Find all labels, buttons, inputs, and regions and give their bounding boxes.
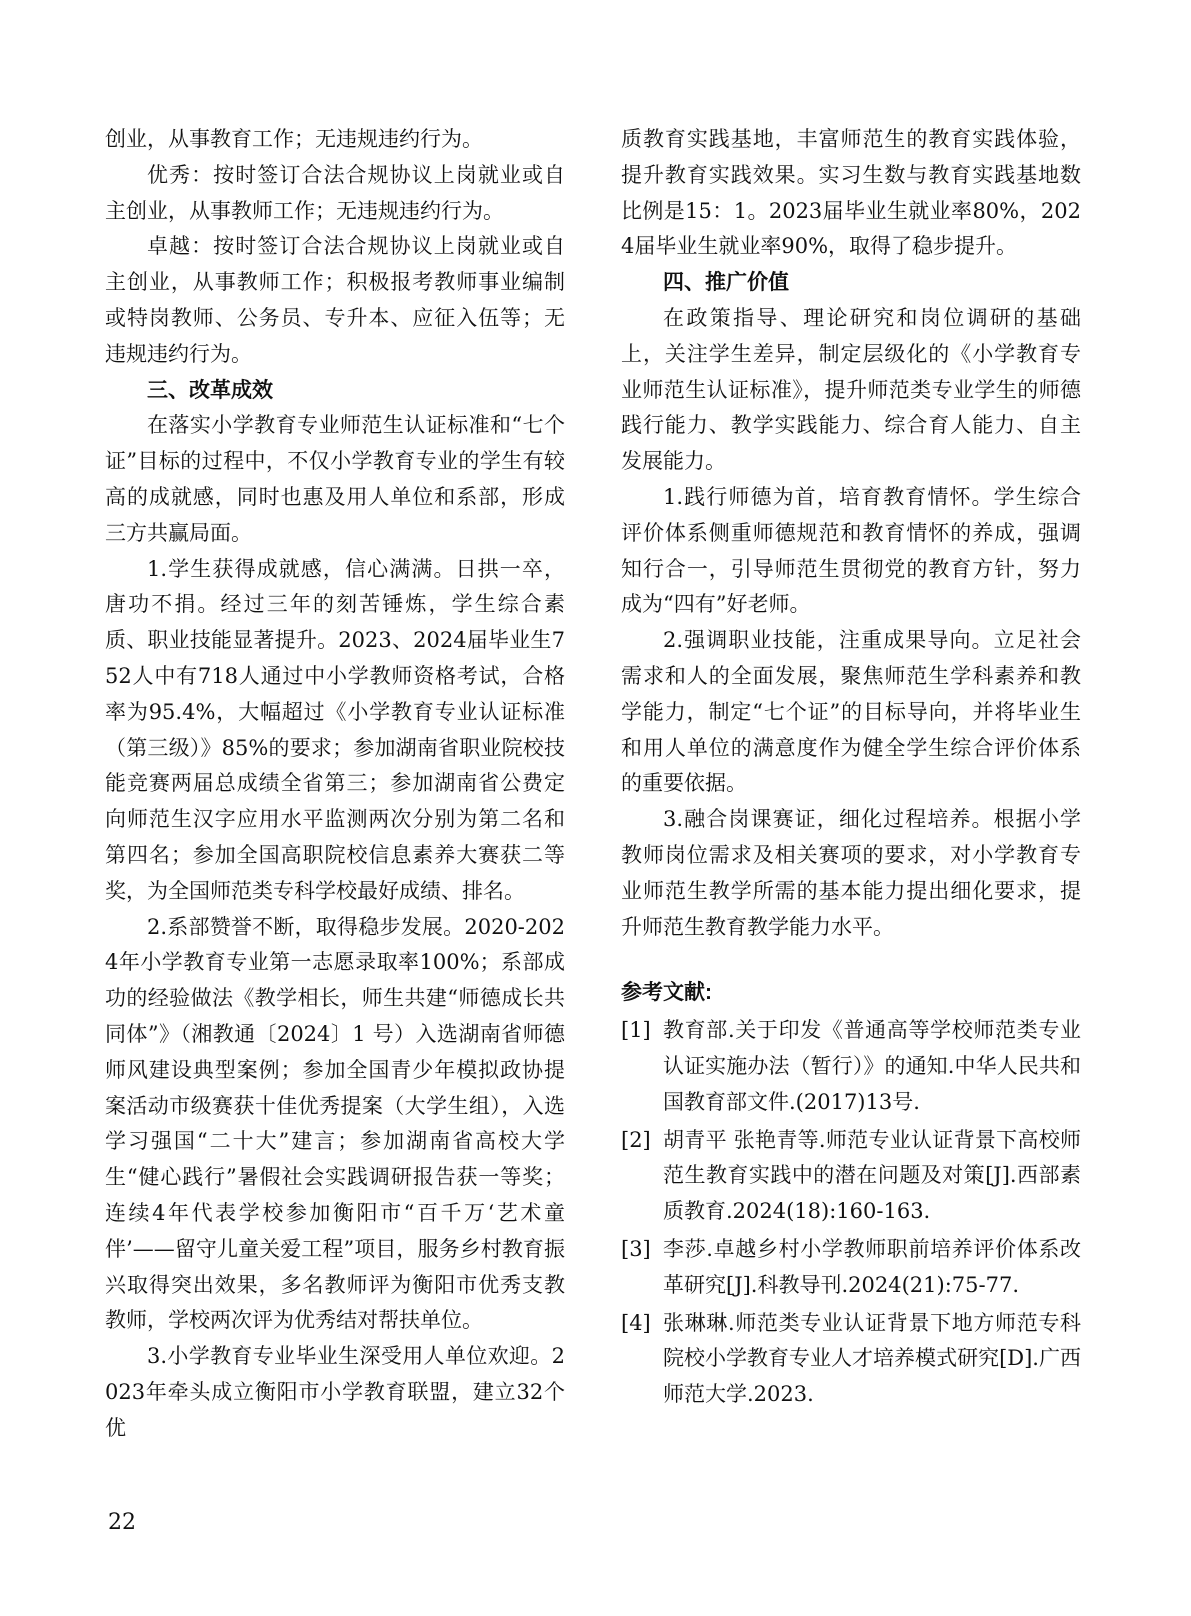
- reference-item: [621, 1306, 1081, 1413]
- right-column: [621, 122, 1081, 1446]
- paragraph-youxiu-criteria: 优秀：按时签订合法合规协议上岗就业或自主创业，从事教师工作；无违规违约行为。: [105, 162, 565, 223]
- paragraph-student-achievement: 1.学生获得成就感，信心满满。日拱一卒，唐功不捐。经过三年的刻苦锤炼，学生综合素质、职业技能显著提升。2023、2024届毕业生752人中有718人通过中小学教师资格考试，合格率为95.4%，大幅超过《小学教育专业认证标准（第三级）》85%的要求；参加湖南省职业院校技能竞赛两届总成绩全省第三；参加湖南省公费定向师范生汉字应用水平监测两次分别为第二名和第四名；参加全国高职院校信息素养大赛获二等奖，为全国师范类专科学校最好成绩、排名。: [105, 556, 565, 903]
- reference-item: [621, 1232, 1081, 1304]
- reference-marker: [2]: [621, 1127, 651, 1152]
- reference-text: 教育部.关于印发《普通高等学校师范类专业认证实施办法（暂行）》的通知.中华人民共和国教育部文件.(2017)13号.: [663, 1018, 1081, 1114]
- paragraph-promotion-intro: 在政策指导、理论研究和岗位调研的基础上，关注学生差异，制定层级化的《小学教育专业师范生认证标准》，提升师范类专业学生的师德践行能力、教学实践能力、综合育人能力、自主发展能力。: [621, 305, 1081, 474]
- two-column-layout: [105, 122, 1081, 1446]
- page-number: 22: [108, 1510, 136, 1535]
- paragraph-zhuoyue-criteria: 卓越：按时签订合法合规协议上岗就业或自主创业，从事教师工作；积极报考教师事业编制或特岗教师、公务员、专升本、应征入伍等；无违规违约行为。: [105, 234, 565, 366]
- paragraph-vocational-skills: 2.强调职业技能，注重成果导向。立足社会需求和人的全面发展，聚焦师范生学科素养和教学能力，制定“七个证”的目标导向，并将毕业生和用人单位的满意度作为健全学生综合评价体系的重要依据。: [621, 628, 1081, 796]
- reference-marker: [1]: [621, 1018, 651, 1043]
- reference-text: 张琳琳.师范类专业认证背景下地方师范专科院校小学教育专业人才培养模式研究[D].广西师范大学.2023.: [663, 1310, 1081, 1407]
- section-heading-reform-results: 三、改革成效: [147, 378, 273, 402]
- left-column: [105, 122, 565, 1446]
- paragraph-post-course-competition: 3.融合岗课赛证，细化过程培养。根据小学教师岗位需求及相关赛项的要求，对小学教育专业师范生教学所需的基本能力提出细化要求，提升师范生教育教学能力水平。: [621, 807, 1081, 939]
- paragraph-teacher-ethics: 1.践行师德为首，培育教育情怀。学生综合评价体系侧重师德规范和教育情怀的养成，强调知行合一，引导师范生贯彻党的教育方针，努力成为“四有”好老师。: [621, 484, 1081, 617]
- reference-item: [621, 1123, 1081, 1230]
- reference-marker: [3]: [621, 1236, 651, 1261]
- references-heading: 参考文献:: [621, 981, 712, 1005]
- paragraph-continuation: 质教育实践基地，丰富师范生的教育实践体验，提升教育实践效果。实习生数与教育实践基地数比例是15：1。2023届毕业生就业率80%，2024届毕业生就业率90%，取得了稳步提升。: [621, 127, 1081, 259]
- reference-marker: [4]: [621, 1310, 651, 1335]
- paragraph-continuation: 创业，从事教育工作；无违规违约行为。: [105, 127, 483, 151]
- paragraph-reform-intro: 在落实小学教育专业师范生认证标准和“七个证”目标的过程中，不仅小学教育专业的学生有较高的成就感，同时也惠及用人单位和系部，形成三方共赢局面。: [105, 413, 565, 545]
- paragraph-department-reputation: 2.系部赞誉不断，取得稳步发展。2020-2024年小学教育专业第一志愿录取率100%；系部成功的经验做法《教学相长，师生共建“师德成长共同体”》（湘教通〔2024〕1 号）入选湖南省师德师风建设典型案例；参加全国青少年模拟政协提案活动市级赛获十佳优秀提案（大学生组），入选学习强国“二十大”建言；参加湖南省高校大学生“健心践行”暑假社会实践调研报告获一等奖；连续4年代表学校参加衡阳市“百千万‘艺术童伴’——留守儿童关爱工程”项目，服务乡村教育振兴取得突出效果，多名教师评为衡阳市优秀支教教师，学校两次评为优秀结对帮扶单位。: [105, 914, 565, 1333]
- paragraph-graduates-welcomed: 3.小学教育专业毕业生深受用人单位欢迎。2023年牵头成立衡阳市小学教育联盟，建立32个优: [105, 1344, 565, 1440]
- reference-text: 胡青平 张艳青等.师范专业认证背景下高校师范生教育实践中的潜在问题及对策[J].西部素质教育.2024(18):160-163.: [663, 1127, 1081, 1224]
- reference-item: [621, 1013, 1081, 1120]
- section-heading-promotion-value: 四、推广价值: [663, 271, 789, 295]
- reference-text: 李莎.卓越乡村小学教师职前培养评价体系改革研究[J].科教导刊.2024(21):75-77.: [663, 1236, 1081, 1297]
